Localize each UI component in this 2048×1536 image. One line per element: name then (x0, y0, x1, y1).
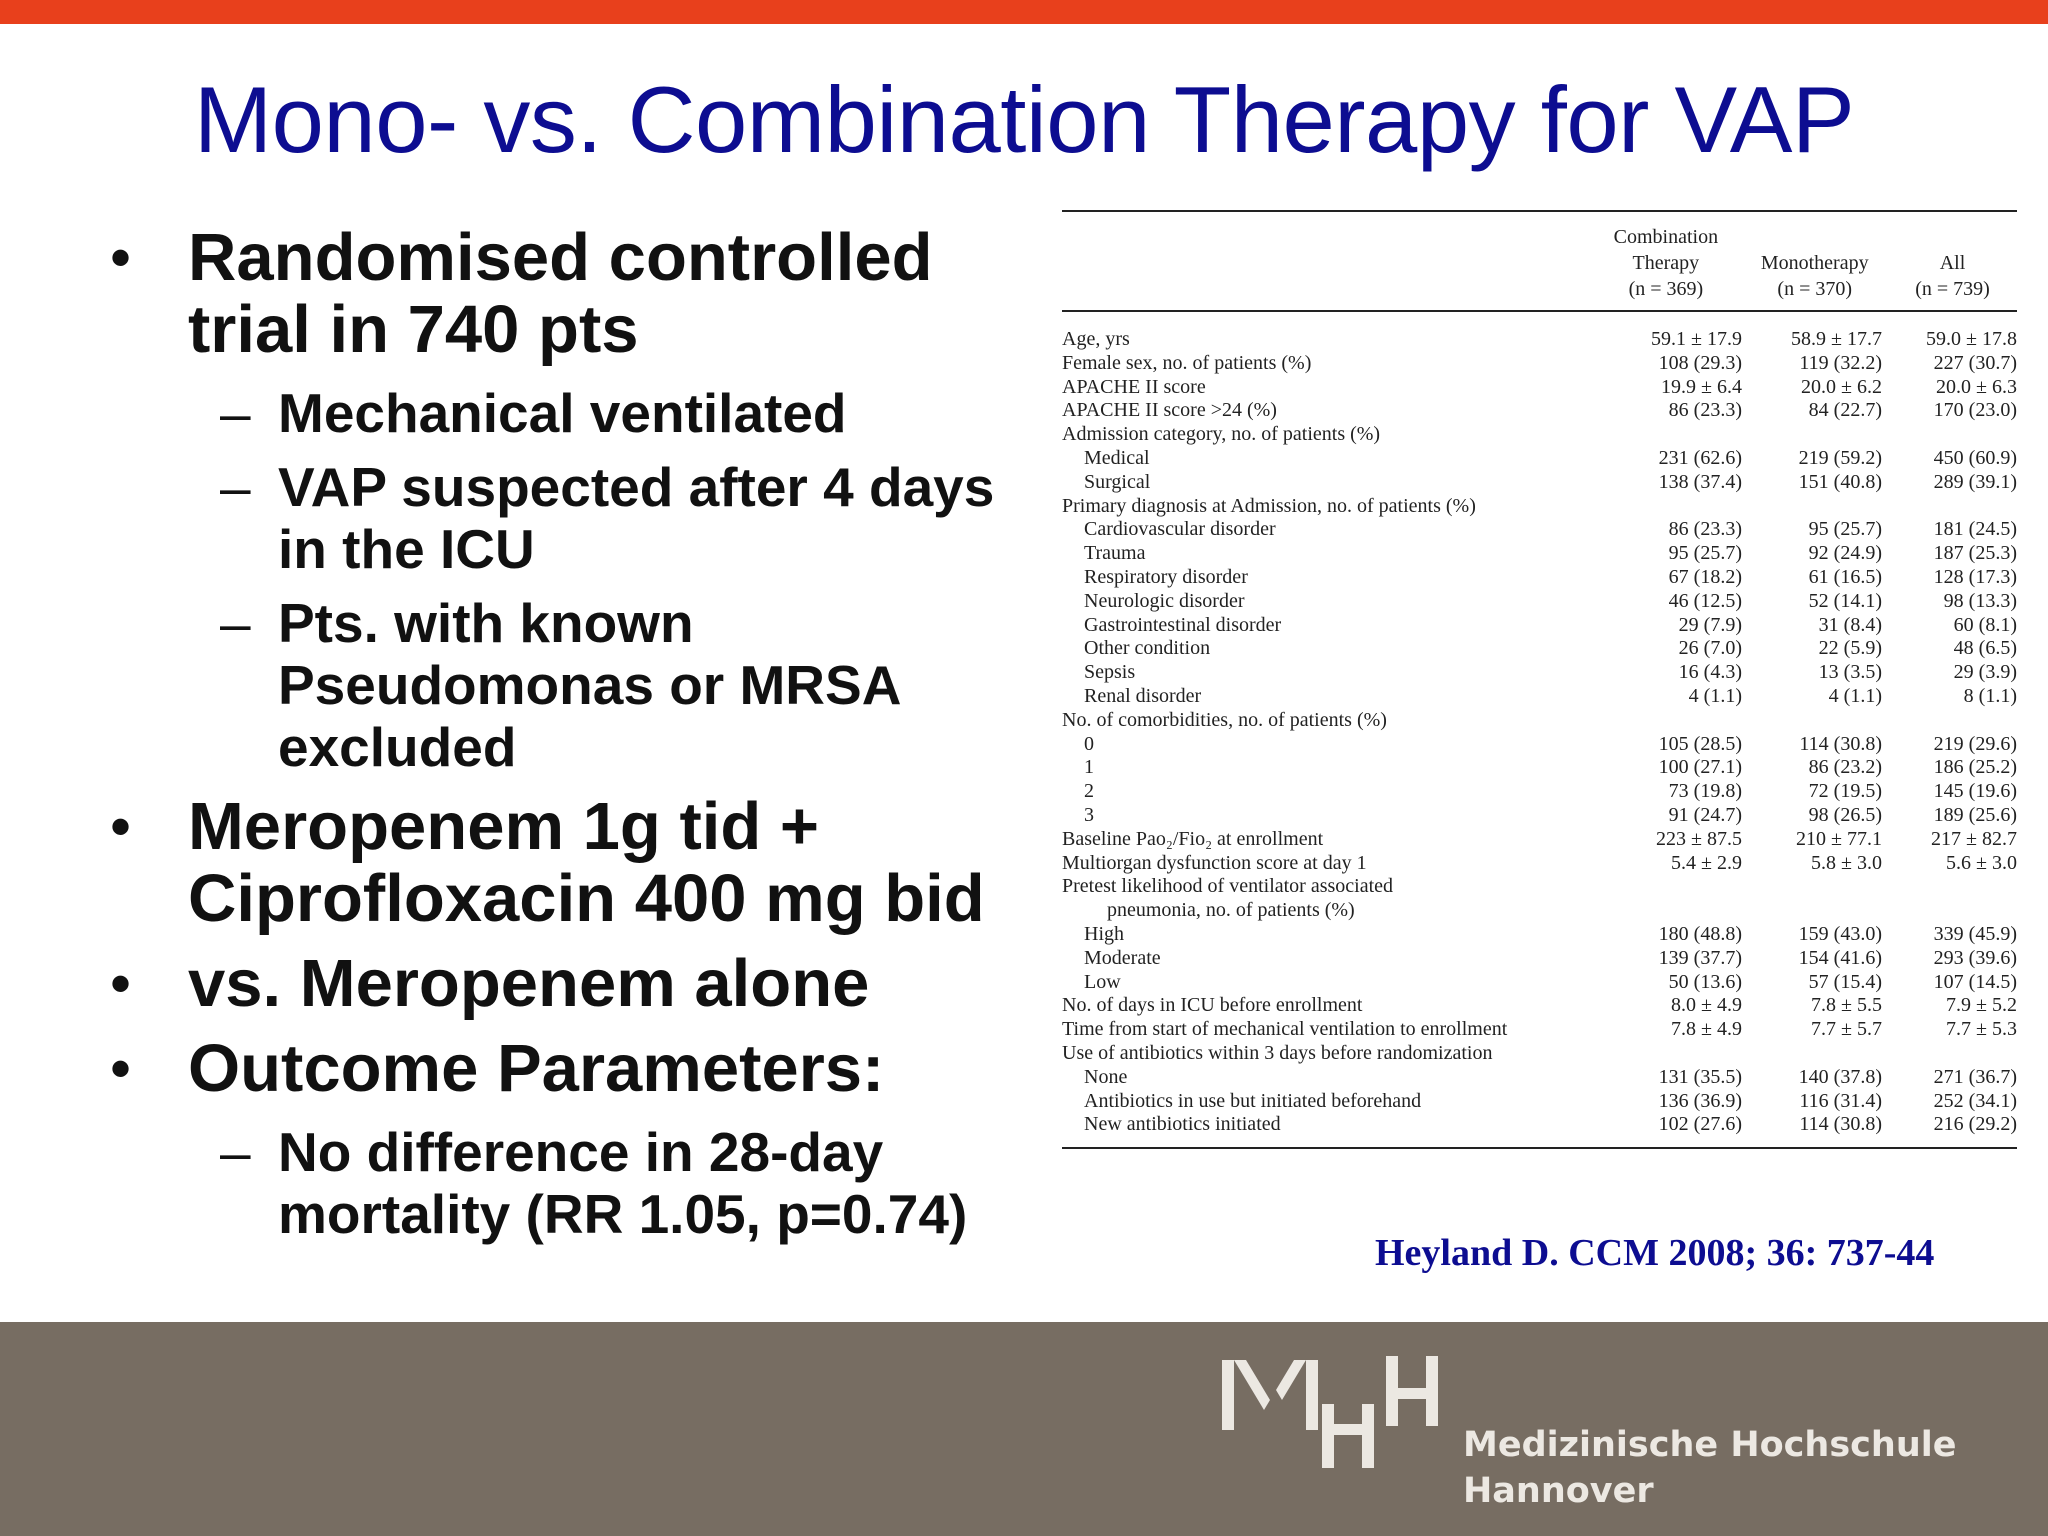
cell-combination: 131 (35.5) (1658, 1065, 1742, 1088)
cell-monotherapy: 219 (59.2) (1798, 446, 1882, 469)
cell-monotherapy (1752, 875, 1892, 899)
row-label: Antibiotics in use but initiated beforehand (1084, 1089, 1422, 1112)
bullet-list (100, 222, 1020, 1258)
table-row (1062, 637, 2017, 661)
sub-bullet-item (100, 1121, 1020, 1245)
table-row (1062, 1113, 2017, 1137)
row-label: pneumonia, no. of patients (%) (1107, 899, 1355, 922)
cell-all: 48 (6.5) (1953, 637, 2017, 660)
cell-all: 271 (36.7) (1933, 1065, 2017, 1088)
dash-icon: – (220, 456, 251, 518)
table-row (1062, 566, 2017, 590)
cell-combination (1607, 1042, 1752, 1066)
cell-all: 20.0 ± 6.3 (1936, 375, 2017, 398)
cell-combination: 223 ± 87.5 (1656, 827, 1742, 850)
column-header-all: All (n = 739) (1915, 252, 1990, 300)
sub-bullet-text: No difference in 28-day mortality (RR 1.05, p=0.74) (278, 1121, 968, 1245)
logo-line-1: Medizinische Hochschule (1463, 1425, 1957, 1465)
table-row (1062, 923, 2017, 947)
row-label: 2 (1084, 780, 1094, 803)
cell-combination: 5.4 ± 2.9 (1671, 851, 1742, 874)
sub-bullet-item (100, 456, 1020, 580)
table-row (1062, 685, 2017, 709)
cell-all: 189 (25.6) (1933, 803, 2017, 826)
cell-combination: 67 (18.2) (1668, 565, 1742, 588)
mhh-logo-icon (1222, 1348, 1442, 1468)
table-row (1062, 376, 2017, 400)
row-label: Moderate (1084, 946, 1161, 969)
cell-monotherapy: 92 (24.9) (1808, 542, 1882, 565)
cell-combination: 136 (36.9) (1658, 1089, 1742, 1112)
cell-all (1892, 899, 2017, 923)
table-row (1062, 780, 2017, 804)
cell-monotherapy: 159 (43.0) (1798, 922, 1882, 945)
cell-all: 7.9 ± 5.2 (1946, 994, 2017, 1017)
table-row (1062, 1018, 2017, 1042)
cell-combination: 102 (27.6) (1658, 1113, 1742, 1136)
cell-all: 227 (30.7) (1933, 351, 2017, 374)
cell-combination: 108 (29.3) (1658, 351, 1742, 374)
cell-combination: 59.1 ± 17.9 (1651, 328, 1742, 350)
bullet-dot-icon: • (110, 1035, 132, 1102)
cell-monotherapy: 4 (1.1) (1828, 684, 1882, 707)
cell-combination: 50 (13.6) (1668, 970, 1742, 993)
cell-all: 145 (19.6) (1933, 780, 2017, 803)
baseline-characteristics-table (1062, 210, 2017, 1149)
cell-all: 217 ± 82.7 (1931, 827, 2017, 850)
row-label: 1 (1084, 756, 1094, 779)
cell-monotherapy (1752, 495, 1892, 519)
row-label: Cardiovascular disorder (1084, 518, 1276, 541)
cell-combination: 231 (62.6) (1658, 446, 1742, 469)
cell-combination: 180 (48.8) (1658, 922, 1742, 945)
table-row (1062, 518, 2017, 542)
bullet-item (100, 1033, 1020, 1245)
row-label: Gastrointestinal disorder (1084, 613, 1282, 636)
cell-all: 252 (34.1) (1933, 1089, 2017, 1112)
cell-combination: 86 (23.3) (1668, 518, 1742, 541)
bullet-item (100, 222, 1020, 778)
sub-bullet-list (188, 382, 1020, 778)
cell-all: 29 (3.9) (1953, 661, 2017, 684)
row-label: Respiratory disorder (1084, 565, 1248, 588)
sub-bullet-list (188, 1121, 1020, 1245)
row-label: Medical (1084, 446, 1150, 469)
row-label: No. of days in ICU before enrollment (1062, 994, 1363, 1017)
bullet-item (100, 791, 1020, 935)
cell-all: 289 (39.1) (1933, 470, 2017, 493)
table-header-rule (1062, 310, 2017, 312)
cell-combination: 86 (23.3) (1668, 399, 1742, 422)
cell-combination (1607, 423, 1752, 447)
row-label: Other condition (1084, 637, 1211, 660)
cell-monotherapy: 154 (41.6) (1798, 946, 1882, 969)
cell-all: 216 (29.2) (1933, 1113, 2017, 1136)
dash-icon: – (220, 1121, 251, 1183)
cell-combination (1607, 495, 1752, 519)
table-row (1062, 447, 2017, 471)
bullet-dot-icon: • (110, 224, 132, 291)
cell-all (1892, 875, 2017, 899)
table-header-row (1062, 224, 2017, 302)
table-row (1062, 1042, 2017, 1066)
cell-monotherapy: 52 (14.1) (1808, 589, 1882, 612)
footer-band (0, 1322, 2048, 1536)
cell-monotherapy: 119 (32.2) (1799, 351, 1882, 374)
row-label: Trauma (1084, 542, 1146, 565)
cell-monotherapy: 116 (31.4) (1799, 1089, 1882, 1112)
table-row (1062, 804, 2017, 828)
table-row (1062, 994, 2017, 1018)
cell-combination: 4 (1.1) (1688, 684, 1742, 707)
cell-combination (1607, 709, 1752, 733)
table-row (1062, 352, 2017, 376)
row-label: Female sex, no. of patients (%) (1062, 351, 1312, 374)
cell-monotherapy: 13 (3.5) (1818, 661, 1882, 684)
row-label: Time from start of mechanical ventilation to enrollment (1062, 1018, 1508, 1041)
cell-all: 170 (23.0) (1933, 399, 2017, 422)
sub-bullet-item (100, 382, 1020, 444)
cell-all: 7.7 ± 5.3 (1946, 1018, 2017, 1041)
cell-combination: 100 (27.1) (1658, 756, 1742, 779)
row-label: High (1084, 922, 1124, 945)
table-row (1062, 1090, 2017, 1114)
table-row (1062, 614, 2017, 638)
cell-monotherapy: 84 (22.7) (1808, 399, 1882, 422)
cell-monotherapy (1752, 423, 1892, 447)
cell-all: 293 (39.6) (1933, 946, 2017, 969)
cell-monotherapy: 20.0 ± 6.2 (1801, 375, 1882, 398)
row-label: None (1084, 1065, 1128, 1088)
bullet-text: Outcome Parameters: (188, 1031, 885, 1106)
table-bottom-rule (1062, 1147, 2017, 1149)
row-label: Admission category, no. of patients (%) (1062, 423, 1381, 446)
top-accent-bar (0, 0, 2048, 24)
cell-all: 186 (25.2) (1933, 756, 2017, 779)
cell-monotherapy: 57 (15.4) (1808, 970, 1882, 993)
cell-all: 59.0 ± 17.8 (1926, 328, 2017, 350)
cell-combination: 138 (37.4) (1658, 470, 1742, 493)
cell-combination: 73 (19.8) (1668, 780, 1742, 803)
bullet-text: Meropenem 1g tid + Ciprofloxacin 400 mg bid (188, 789, 985, 936)
table-row (1062, 875, 2017, 899)
table-row (1062, 495, 2017, 519)
row-label: 3 (1084, 803, 1094, 826)
cell-combination: 46 (12.5) (1668, 589, 1742, 612)
cell-combination: 19.9 ± 6.4 (1661, 375, 1742, 398)
citation: Heyland D. CCM 2008; 36: 737-44 (1375, 1232, 1935, 1274)
cell-all: 219 (29.6) (1933, 732, 2017, 755)
table-row (1062, 828, 2017, 852)
table-body (1062, 328, 2017, 1137)
table-row (1062, 542, 2017, 566)
bullet-item (100, 948, 1020, 1020)
row-label: Low (1084, 970, 1121, 993)
cell-monotherapy: 22 (5.9) (1818, 637, 1882, 660)
row-label: Baseline Pao₂/Fio₂ at enrollment (1062, 827, 1324, 850)
cell-monotherapy (1752, 1042, 1892, 1066)
table-row (1062, 733, 2017, 757)
cell-all: 60 (8.1) (1953, 613, 2017, 636)
table-row (1062, 661, 2017, 685)
cell-all: 339 (45.9) (1933, 922, 2017, 945)
bullet-text: vs. Meropenem alone (188, 946, 870, 1021)
row-label: Renal disorder (1084, 684, 1202, 707)
table-row (1062, 471, 2017, 495)
row-label: Sepsis (1084, 661, 1136, 684)
cell-combination: 105 (28.5) (1658, 732, 1742, 755)
row-label: 0 (1084, 732, 1094, 755)
cell-all: 107 (14.5) (1933, 970, 2017, 993)
cell-monotherapy: 61 (16.5) (1808, 565, 1882, 588)
table-row (1062, 852, 2017, 876)
table-row (1062, 399, 2017, 423)
cell-combination: 16 (4.3) (1678, 661, 1742, 684)
cell-monotherapy: 31 (8.4) (1818, 613, 1882, 636)
cell-all: 98 (13.3) (1943, 589, 2017, 612)
cell-monotherapy (1752, 709, 1892, 733)
cell-combination: 95 (25.7) (1668, 542, 1742, 565)
cell-monotherapy: 95 (25.7) (1808, 518, 1882, 541)
table-row (1062, 423, 2017, 447)
column-header-monotherapy: Monotherapy (n = 370) (1760, 252, 1869, 300)
sub-bullet-text: Pts. with known Pseudomonas or MRSA excluded (278, 592, 900, 778)
cell-combination: 29 (7.9) (1678, 613, 1742, 636)
cell-monotherapy: 114 (30.8) (1799, 1113, 1882, 1136)
row-label: Neurologic disorder (1084, 589, 1245, 612)
table-top-rule (1062, 210, 2017, 212)
cell-all: 450 (60.9) (1933, 446, 2017, 469)
dash-icon: – (220, 382, 251, 444)
sub-bullet-text: Mechanical ventilated (278, 382, 847, 444)
cell-monotherapy: 151 (40.8) (1798, 470, 1882, 493)
row-label: Age, yrs (1062, 328, 1130, 350)
row-label: Primary diagnosis at Admission, no. of patients (%) (1062, 494, 1476, 517)
row-label: New antibiotics initiated (1084, 1113, 1281, 1136)
row-label: No. of comorbidities, no. of patients (%) (1062, 708, 1387, 731)
cell-all: 181 (24.5) (1933, 518, 2017, 541)
table-row (1062, 1066, 2017, 1090)
sub-bullet-text: VAP suspected after 4 days in the ICU (278, 456, 995, 580)
cell-combination: 26 (7.0) (1678, 637, 1742, 660)
cell-monotherapy: 86 (23.2) (1808, 756, 1882, 779)
dash-icon: – (220, 592, 251, 654)
cell-combination: 8.0 ± 4.9 (1671, 994, 1742, 1017)
cell-monotherapy: 7.8 ± 5.5 (1811, 994, 1882, 1017)
cell-monotherapy: 98 (26.5) (1808, 803, 1882, 826)
cell-all: 187 (25.3) (1933, 542, 2017, 565)
cell-combination: 139 (37.7) (1658, 946, 1742, 969)
table-row (1062, 756, 2017, 780)
label-column-header (1062, 224, 1590, 302)
cell-monotherapy: 58.9 ± 17.7 (1791, 328, 1882, 350)
cell-combination: 91 (24.7) (1668, 803, 1742, 826)
cell-all (1892, 1042, 2017, 1066)
cell-all (1892, 709, 2017, 733)
cell-all: 5.6 ± 3.0 (1946, 851, 2017, 874)
slide-title: Mono- vs. Combination Therapy for VAP (193, 67, 1855, 172)
table-row (1062, 899, 2017, 923)
logo-wordmark (1463, 1422, 1956, 1514)
table-row (1062, 709, 2017, 733)
cell-combination (1607, 899, 1752, 923)
row-label: Pretest likelihood of ventilator associated (1062, 875, 1394, 898)
cell-monotherapy: 210 ± 77.1 (1796, 827, 1882, 850)
table-row (1062, 971, 2017, 995)
cell-monotherapy: 7.7 ± 5.7 (1811, 1018, 1882, 1041)
row-label: APACHE II score >24 (%) (1062, 399, 1277, 422)
bullet-text: Randomised controlled trial in 740 pts (188, 220, 933, 367)
bullet-dot-icon: • (110, 950, 132, 1017)
logo-line-2: Hannover (1463, 1471, 1654, 1511)
sub-bullet-item (100, 592, 1020, 778)
cell-combination: 7.8 ± 4.9 (1671, 1018, 1742, 1041)
table-row (1062, 328, 2017, 352)
row-label: Use of antibiotics within 3 days before randomization (1062, 1041, 1493, 1064)
cell-monotherapy: 5.8 ± 3.0 (1811, 851, 1882, 874)
cell-all: 8 (1.1) (1963, 684, 2017, 707)
cell-monotherapy: 140 (37.8) (1798, 1065, 1882, 1088)
cell-combination (1607, 875, 1752, 899)
table-row (1062, 947, 2017, 971)
row-label: APACHE II score (1062, 375, 1206, 398)
cell-all (1892, 423, 2017, 447)
cell-monotherapy: 72 (19.5) (1808, 780, 1882, 803)
table-row (1062, 590, 2017, 614)
cell-all (1892, 495, 2017, 519)
cell-monotherapy: 114 (30.8) (1799, 732, 1882, 755)
row-label: Multiorgan dysfunction score at day 1 (1062, 851, 1367, 874)
row-label: Surgical (1084, 470, 1151, 493)
column-header-combination: Combination Therapy (n = 369) (1613, 226, 1719, 300)
bullet-dot-icon: • (110, 793, 132, 860)
cell-monotherapy (1752, 899, 1892, 923)
cell-all: 128 (17.3) (1933, 565, 2017, 588)
